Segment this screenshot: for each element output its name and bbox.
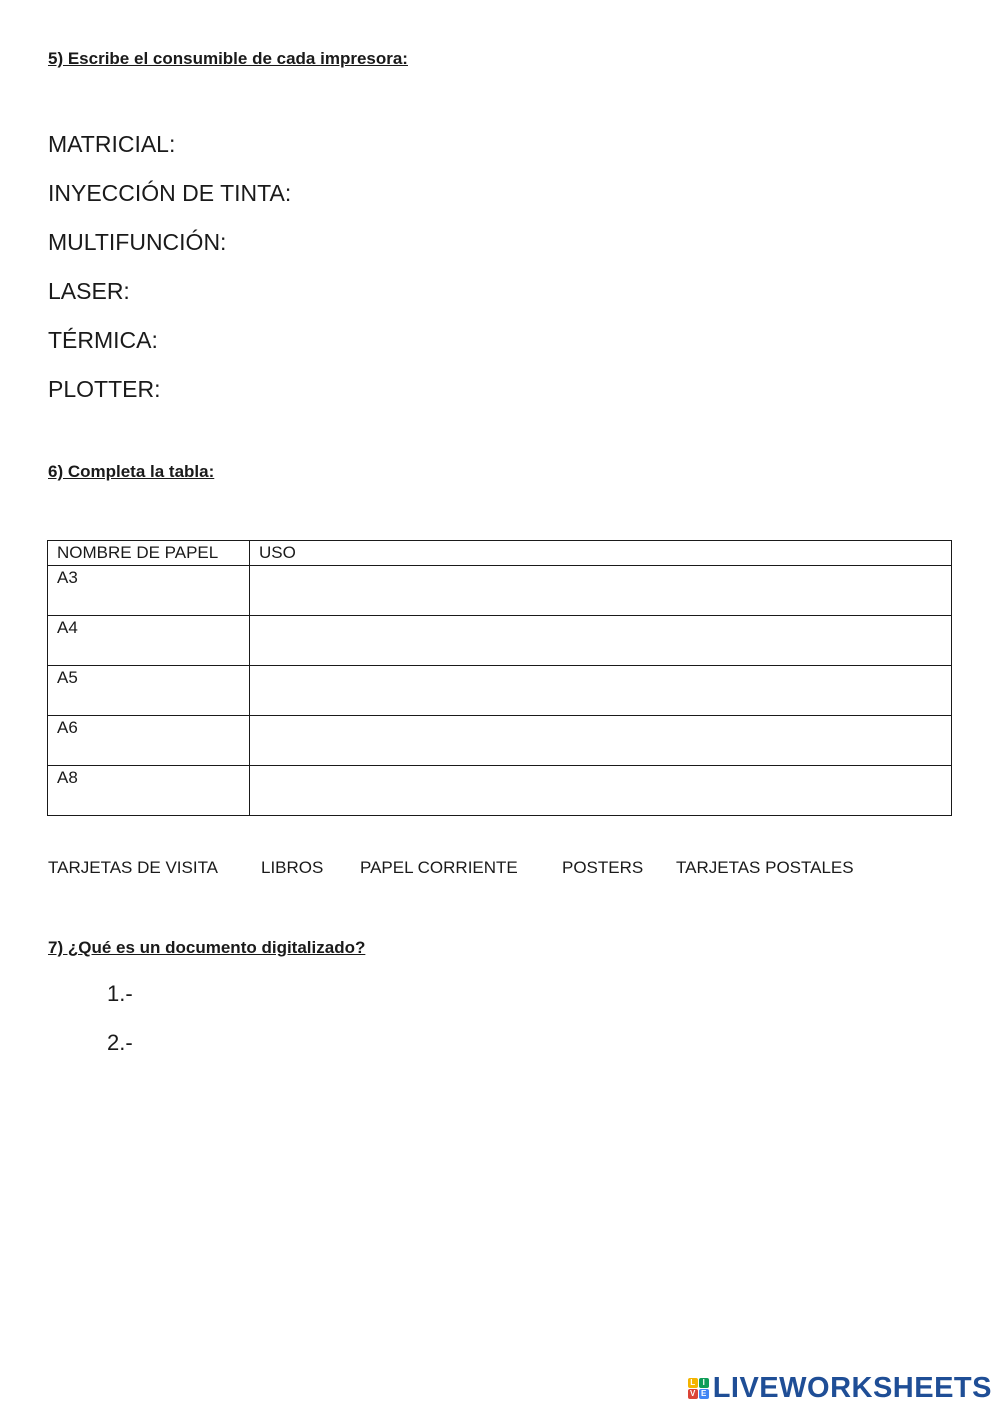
paper-name-cell: A6 [48, 716, 250, 766]
printer-list [48, 128, 291, 422]
paper-name-cell: A3 [48, 566, 250, 616]
table-row [48, 566, 952, 616]
column-header-name: NOMBRE DE PAPEL [48, 541, 250, 566]
table-header-row [48, 541, 952, 566]
paper-name-cell: A5 [48, 666, 250, 716]
table-row [48, 766, 952, 816]
table-row [48, 666, 952, 716]
printer-label-laser: LASER: [48, 278, 130, 304]
liveworksheets-logo-icon [688, 1378, 709, 1399]
paper-use-cell[interactable] [250, 616, 952, 666]
printer-label-termica: TÉRMICA: [48, 327, 158, 353]
answer-item: 1.- [107, 981, 133, 1006]
printer-label-plotter: PLOTTER: [48, 376, 161, 402]
table-row [48, 716, 952, 766]
logo-letter: E [699, 1389, 709, 1399]
liveworksheets-wordmark: LIVEWORKSHEETS [712, 1372, 992, 1404]
answer-item: 2.- [107, 1030, 133, 1055]
table-row [48, 616, 952, 666]
liveworksheets-brand [688, 1372, 992, 1405]
word-bank-item: LIBROS [261, 858, 324, 877]
printer-label-multifuncion: MULTIFUNCIÓN: [48, 229, 227, 255]
logo-letter: L [688, 1378, 698, 1388]
column-header-use: USO [250, 541, 952, 566]
paper-use-cell[interactable] [250, 566, 952, 616]
word-bank-item: POSTERS [562, 858, 644, 877]
section-7-heading: 7) ¿Qué es un documento digitalizado? [48, 938, 366, 957]
section-5-heading: 5) Escribe el consumible de cada impresora: [48, 49, 408, 68]
word-bank-item: PAPEL CORRIENTE [360, 858, 518, 877]
logo-letter: V [688, 1389, 698, 1399]
paper-use-cell[interactable] [250, 766, 952, 816]
paper-name-cell: A8 [48, 766, 250, 816]
paper-use-cell[interactable] [250, 666, 952, 716]
logo-letter: I [699, 1378, 709, 1388]
paper-name-cell: A4 [48, 616, 250, 666]
word-bank [0, 858, 1000, 882]
section-6-heading: 6) Completa la tabla: [48, 462, 215, 481]
paper-table [47, 540, 952, 816]
printer-label-inyeccion: INYECCIÓN DE TINTA: [48, 180, 292, 206]
paper-use-cell[interactable] [250, 716, 952, 766]
printer-label-matricial: MATRICIAL: [48, 131, 176, 157]
word-bank-item: TARJETAS POSTALES [676, 858, 854, 877]
word-bank-item: TARJETAS DE VISITA [48, 858, 219, 877]
answer-list [107, 978, 133, 1076]
